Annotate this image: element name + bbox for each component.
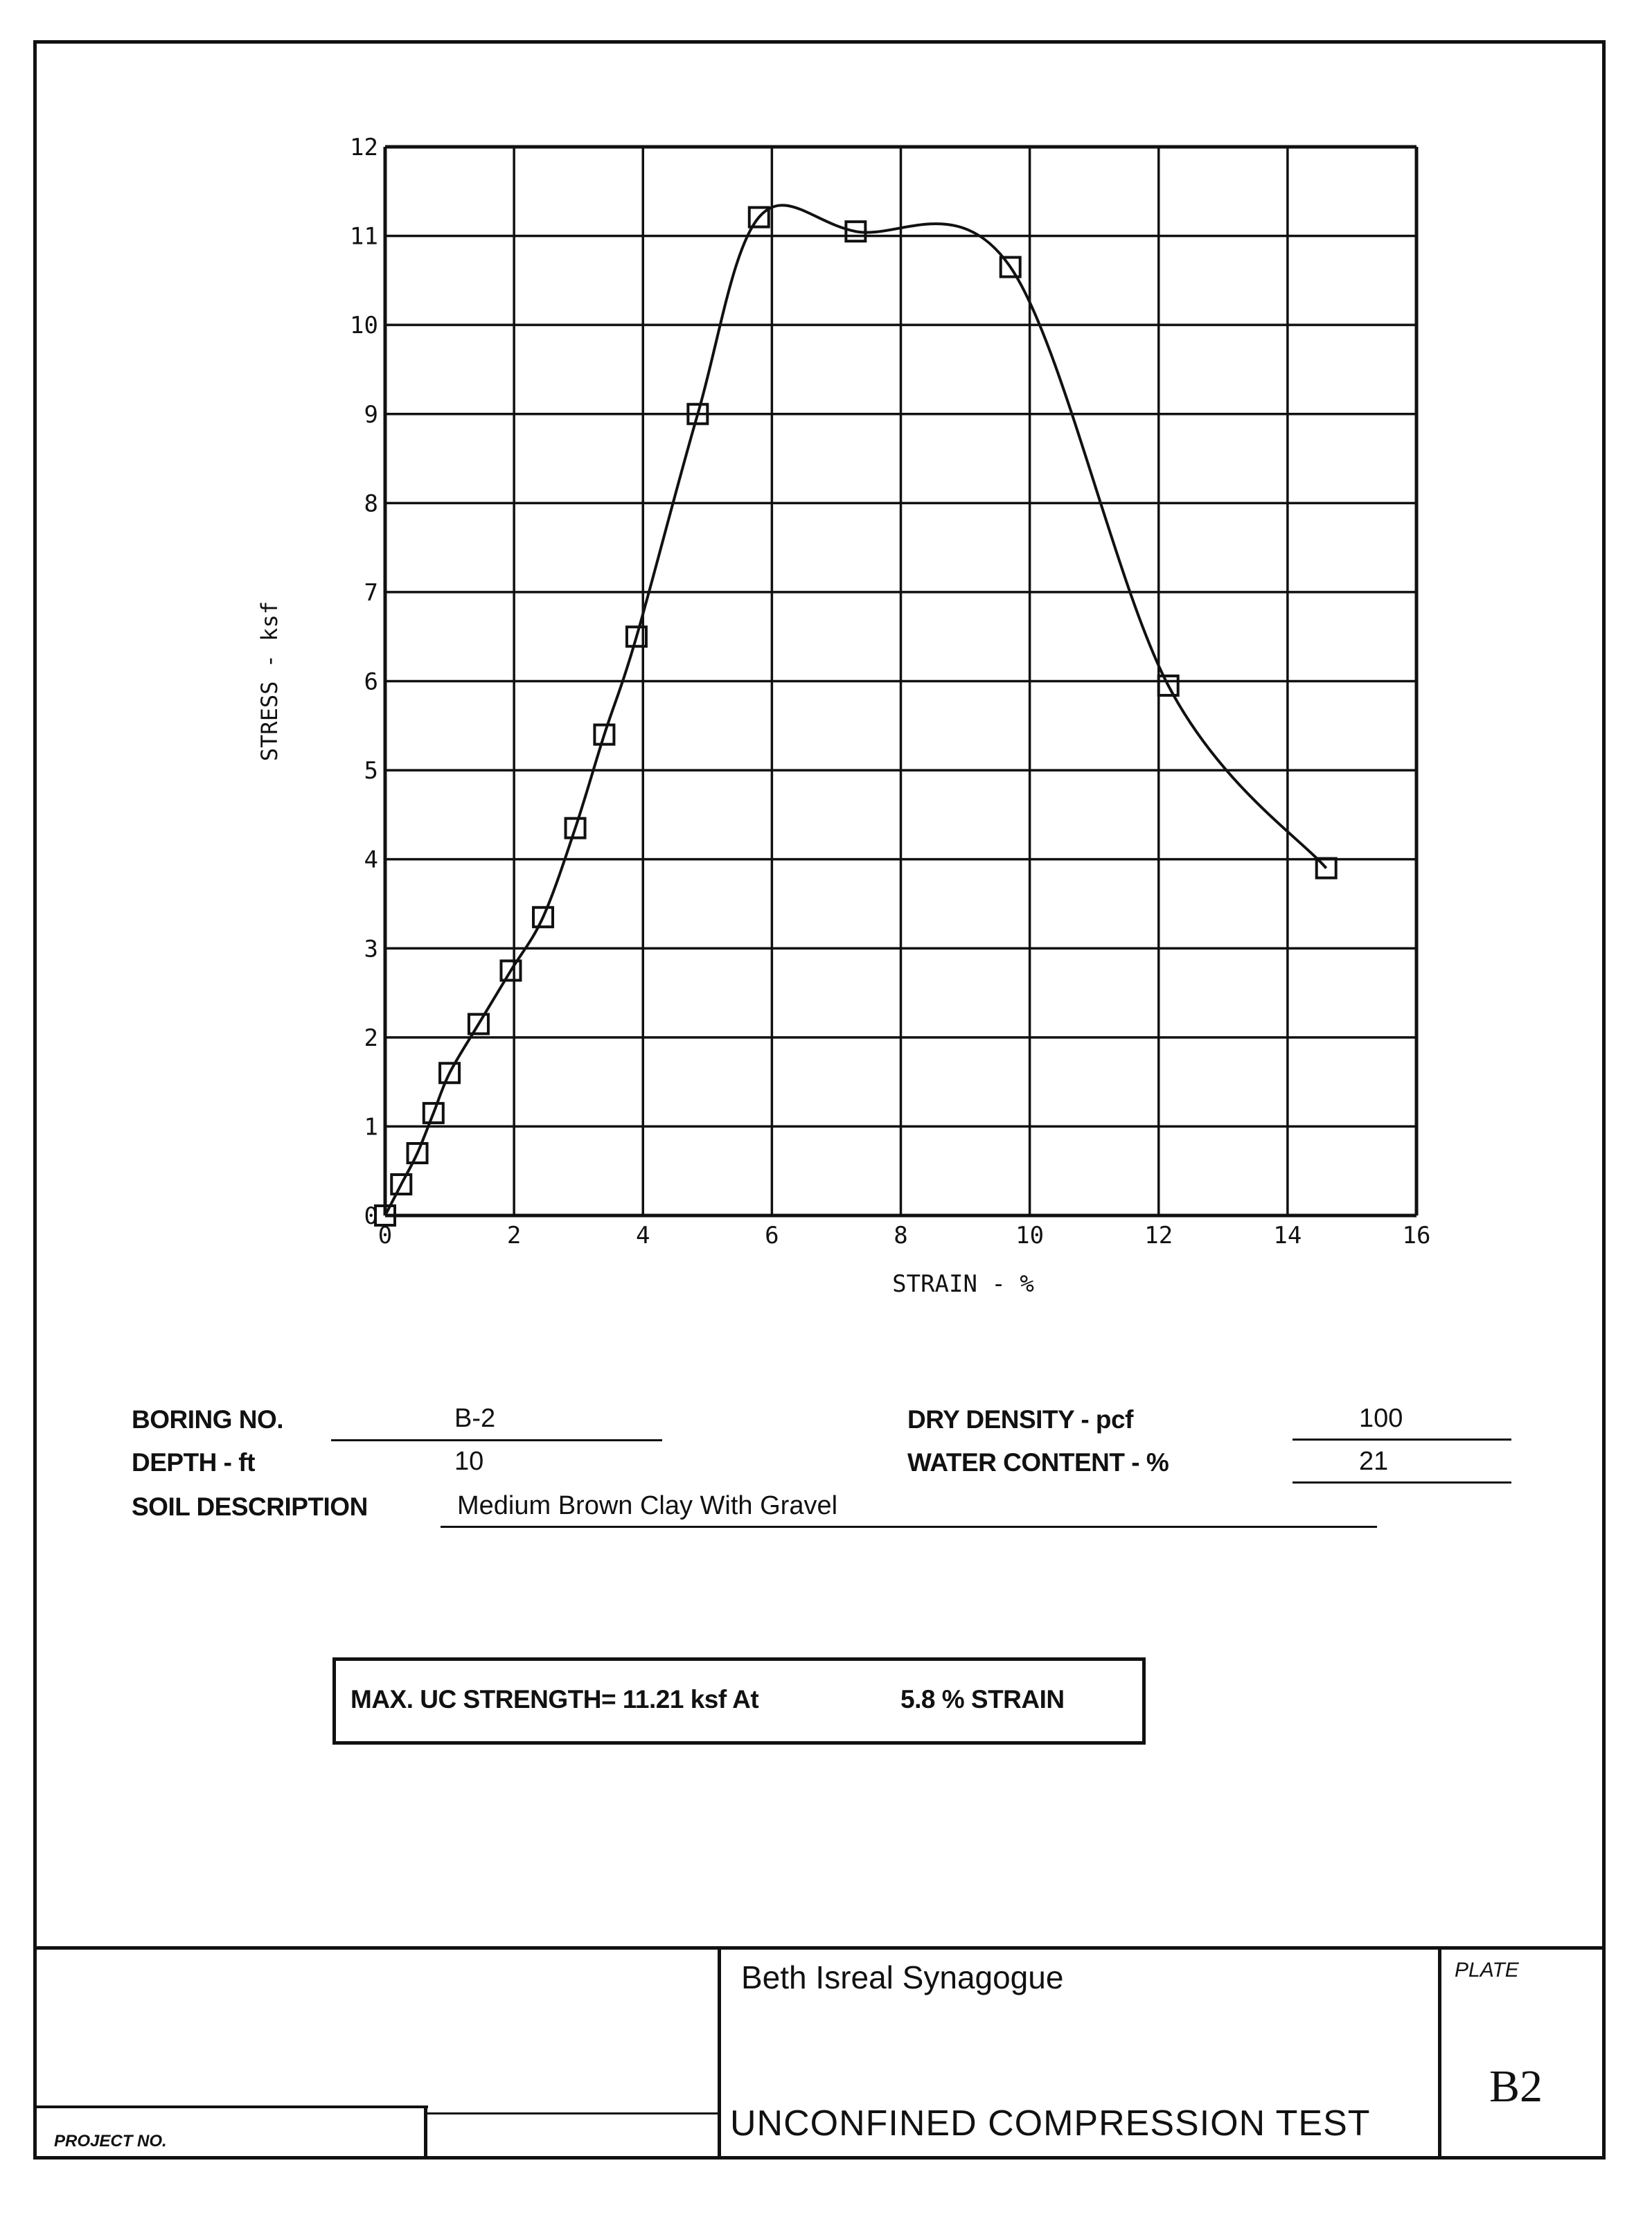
max-strength-strain: 5.8 % STRAIN	[900, 1685, 1065, 1713]
plate-label: PLATE	[1455, 1959, 1519, 1982]
dry-density-label: DRY DENSITY - pcf	[907, 1405, 1133, 1434]
y-tick-label: 5	[364, 757, 378, 785]
y-tick-label: 11	[350, 222, 378, 251]
stress-strain-curve	[385, 205, 1326, 1216]
x-tick-label: 14	[1273, 1222, 1302, 1249]
y-axis-label: STRESS - ksf	[256, 600, 283, 762]
y-tick-label: 9	[364, 400, 378, 429]
water-content-value: 21	[1359, 1447, 1389, 1476]
project-no-label: PROJECT NO.	[54, 2132, 167, 2151]
water-content-label: WATER CONTENT - %	[907, 1448, 1169, 1477]
project-name: Beth Isreal Synagogue	[741, 1959, 1064, 1995]
y-tick-label: 4	[364, 846, 378, 874]
plate-divider	[1438, 1946, 1441, 2160]
x-axis-label: STRAIN - %	[892, 1270, 1034, 1298]
x-tick-label: 4	[636, 1222, 650, 1249]
soil-description-label: SOIL DESCRIPTION	[132, 1493, 368, 1521]
y-tick-label: 10	[350, 312, 378, 340]
dry-density-value: 100	[1359, 1404, 1403, 1433]
y-tick-label: 7	[364, 578, 378, 607]
project-no-field-rule	[427, 2112, 718, 2114]
x-tick-label: 16	[1402, 1222, 1431, 1249]
x-tick-label: 2	[506, 1222, 522, 1249]
title-block-divider	[718, 1946, 721, 2160]
x-tick-label: 0	[378, 1222, 393, 1249]
title-block-top-rule	[33, 1946, 1606, 1950]
y-tick-label: 8	[364, 490, 378, 518]
depth-value: 10	[454, 1447, 484, 1476]
project-no-top-rule	[33, 2105, 428, 2108]
y-tick-label: 1	[364, 1113, 378, 1141]
y-tick-label: 6	[364, 668, 378, 696]
max-strength-text: MAX. UC STRENGTH= 11.21 ksf At	[350, 1685, 759, 1713]
depth-label: DEPTH - ft	[132, 1448, 255, 1477]
dry-density-underline	[1293, 1439, 1511, 1441]
y-tick-label: 0	[364, 1202, 378, 1230]
x-tick-label: 6	[765, 1222, 779, 1249]
plate-value: B2	[1489, 2061, 1543, 2112]
y-tick-label: 2	[364, 1024, 378, 1052]
x-tick-label: 12	[1144, 1222, 1173, 1249]
x-tick-label: 8	[894, 1222, 908, 1249]
boring-underline	[331, 1439, 662, 1441]
x-tick-label: 10	[1015, 1222, 1045, 1249]
boring-label: BORING NO.	[132, 1405, 284, 1434]
y-tick-label: 3	[364, 935, 378, 963]
boring-value: B-2	[454, 1404, 496, 1433]
water-content-underline	[1293, 1481, 1511, 1484]
y-tick-label: 12	[350, 134, 378, 161]
soil-underline	[441, 1526, 1377, 1528]
soil-description-value: Medium Brown Clay With Gravel	[457, 1491, 838, 1520]
test-name: UNCONFINED COMPRESSION TEST	[730, 2103, 1371, 2144]
